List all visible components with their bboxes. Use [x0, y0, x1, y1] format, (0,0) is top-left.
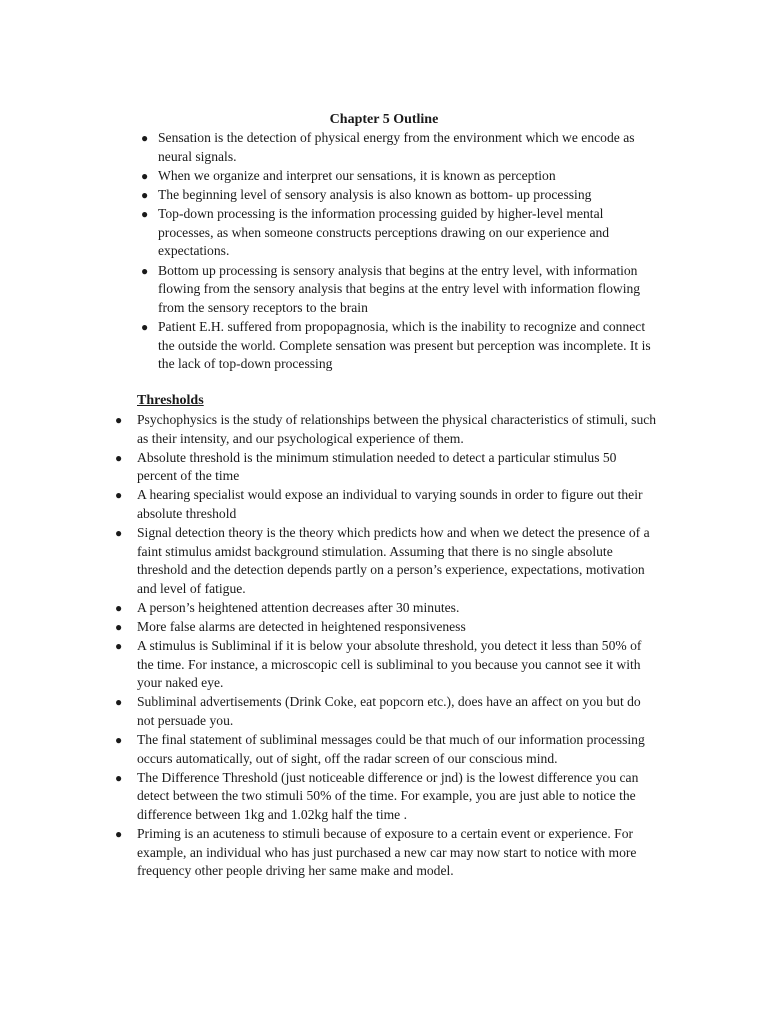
threshold-item — [115, 486, 657, 524]
bullet-icon: ● — [141, 187, 149, 202]
bullet-icon: ● — [115, 695, 123, 710]
outline-item — [141, 205, 658, 261]
threshold-item-text: More false alarms are detected in heightened responsiveness — [137, 619, 466, 635]
outline-item — [141, 262, 658, 318]
threshold-item-text: A hearing specialist would expose an individual to varying sounds in order to figure out their absolute threshold — [137, 487, 643, 521]
threshold-item-text: Psychophysics is the study of relationships between the physical characteristics of stimuli, such as their intensity, and our psychological experience of them. — [137, 412, 657, 446]
bullet-icon: ● — [141, 263, 149, 278]
bullet-icon: ● — [115, 450, 123, 465]
threshold-item — [115, 731, 657, 769]
threshold-item — [115, 618, 657, 637]
bullet-icon: ● — [115, 639, 123, 654]
threshold-item-text: A stimulus is Subliminal if it is below your absolute threshold, you detect it less than 50% of the time. For instance, a microscopic cell is subliminal to you because you cannot see it with your naked eye. — [137, 638, 642, 691]
outline-item — [141, 186, 658, 205]
bullet-icon: ● — [141, 207, 149, 222]
threshold-item-text: Subliminal advertisements (Drink Coke, eat popcorn etc.), does have an affect on you but do not persuade you. — [137, 694, 641, 728]
threshold-item — [115, 599, 657, 618]
outline-item-text: Patient E.H. suffered from propopagnosia, which is the inability to recognize and connect the outside the world. Complete sensation was present but perception was incomplete. It is the lack of top-down processing — [158, 318, 651, 372]
outline-item — [141, 318, 658, 374]
threshold-item-text: A person’s heightened attention decreases after 30 minutes. — [137, 599, 460, 615]
outline-item-text: Top-down processing is the information processing guided by higher-level mental processes, as when someone constructs perceptions drawing on our experience and expectations. — [158, 206, 610, 259]
bullet-icon: ● — [115, 526, 123, 541]
bullet-icon: ● — [141, 131, 149, 145]
bullet-icon: ● — [115, 733, 123, 748]
threshold-item — [115, 449, 657, 487]
threshold-item — [115, 411, 657, 449]
bullet-icon: ● — [141, 319, 149, 334]
threshold-item-text: The Difference Threshold (just noticeable difference or jnd) is the lowest difference you can detect between the two stimuli 50% of the time. For example, you are just able to notice the difference between 1kg and 1.02kg half the time . — [137, 769, 639, 822]
bullet-icon: ● — [115, 413, 123, 427]
threshold-item — [115, 825, 657, 881]
threshold-item-text: Absolute threshold is the minimum stimulation needed to detect a particular stimulus 50 percent of the time — [137, 449, 617, 484]
page-title: Chapter 5 Outline — [329, 112, 439, 127]
threshold-item — [115, 769, 657, 825]
threshold-item-text: Priming is an acuteness to stimuli because of exposure to a certain event or experience. For example, an individual who has just purchased a new car may now start to notice with more frequency other people driving her same make and model. — [137, 826, 637, 879]
threshold-list — [115, 411, 657, 881]
bullet-icon: ● — [115, 827, 123, 842]
outline-list — [141, 129, 658, 374]
threshold-item — [115, 693, 657, 731]
bullet-icon: ● — [115, 620, 123, 635]
outline-item-text: Sensation is the detection of physical energy from the environment which we encode as neural signals. — [158, 130, 635, 164]
bullet-icon: ● — [115, 600, 123, 615]
outline-item-text: Bottom up processing is sensory analysis that begins at the entry level, with information flowing from the sensory analysis that begins at the entry level with information flowing from the sensory receptors to the brain — [158, 262, 641, 315]
outline-item-text: The beginning level of sensory analysis is also known as bottom- up processing — [158, 186, 592, 202]
outline-item — [141, 129, 658, 167]
threshold-item — [115, 524, 657, 599]
outline-item-text: When we organize and interpret our sensations, it is known as perception — [158, 167, 556, 183]
section-heading-thresholds: Thresholds — [137, 393, 204, 408]
bullet-icon: ● — [115, 488, 123, 503]
threshold-item-text: Signal detection theory is the theory which predicts how and when we detect the presence of a faint stimulus amidst background stimulation. Assuming that there is no single absolute threshold and the detection depends partly on a person’s experience, expectations, motivation and level of fatigue. — [137, 525, 650, 596]
bullet-icon: ● — [115, 770, 123, 785]
threshold-item-text: The final statement of subliminal messages could be that much of our information processing occurs automatically, out of sight, off the radar screen of our conscious mind. — [137, 732, 645, 766]
bullet-icon: ● — [141, 168, 149, 183]
outline-item — [141, 167, 658, 186]
threshold-item — [115, 637, 657, 693]
